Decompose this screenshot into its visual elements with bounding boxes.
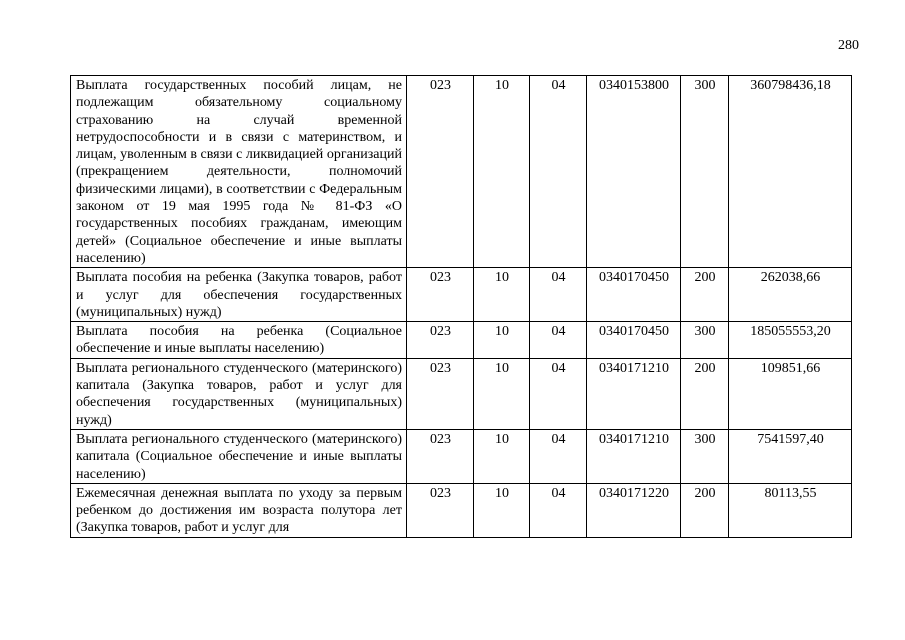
amount: 185055553,20	[729, 322, 852, 359]
table-row	[71, 358, 852, 429]
expense-type-code: 200	[681, 483, 729, 537]
ministry-code: 023	[407, 268, 474, 322]
row-description: Выплата пособия на ребенка (Закупка товаров, работ и услуг для обеспечения государственных (муниципальных) нужд)	[71, 268, 407, 322]
subsection-code: 04	[530, 483, 587, 537]
expense-type-code: 200	[681, 358, 729, 429]
expense-type-code: 200	[681, 268, 729, 322]
table-row	[71, 483, 852, 537]
target-article-code: 0340171220	[587, 483, 681, 537]
target-article-code: 0340170450	[587, 322, 681, 359]
table-row	[71, 429, 852, 483]
subsection-code: 04	[530, 76, 587, 268]
row-description: Выплата государственных пособий лицам, не подлежащим обязательному социальному страхованию на случай временной нетрудоспособности и в связи с материнством, и лицам, уволенным в связи с ликвидацией организаций (прекращением деятельности, полномочий физическими лицами), в соответствии с Федеральным законом от 19 мая 1995 года № 81-ФЗ «О государственных пособиях гражданам, имеющим детей» (Социальное обеспечение и иные выплаты населению)	[71, 76, 407, 268]
section-code: 10	[474, 483, 530, 537]
section-code: 10	[474, 429, 530, 483]
amount: 109851,66	[729, 358, 852, 429]
ministry-code: 023	[407, 322, 474, 359]
section-code: 10	[474, 358, 530, 429]
section-code: 10	[474, 76, 530, 268]
target-article-code: 0340171210	[587, 429, 681, 483]
row-description: Ежемесячная денежная выплата по уходу за первым ребенком до достижения им возраста полутора лет (Закупка товаров, работ и услуг для	[71, 483, 407, 537]
row-description: Выплата регионального студенческого (материнского) капитала (Закупка товаров, работ и услуг для обеспечения государственных (муниципальных) нужд)	[71, 358, 407, 429]
expense-type-code: 300	[681, 322, 729, 359]
table-row	[71, 322, 852, 359]
table-row	[71, 76, 852, 268]
page-number: 280	[838, 38, 859, 53]
subsection-code: 04	[530, 322, 587, 359]
subsection-code: 04	[530, 268, 587, 322]
target-article-code: 0340153800	[587, 76, 681, 268]
table-row	[71, 268, 852, 322]
ministry-code: 023	[407, 76, 474, 268]
amount: 7541597,40	[729, 429, 852, 483]
amount: 262038,66	[729, 268, 852, 322]
ministry-code: 023	[407, 358, 474, 429]
subsection-code: 04	[530, 358, 587, 429]
section-code: 10	[474, 268, 530, 322]
target-article-code: 0340170450	[587, 268, 681, 322]
target-article-code: 0340171210	[587, 358, 681, 429]
row-description: Выплата пособия на ребенка (Социальное обеспечение и иные выплаты населению)	[71, 322, 407, 359]
section-code: 10	[474, 322, 530, 359]
subsection-code: 04	[530, 429, 587, 483]
budget-table	[70, 75, 852, 538]
row-description: Выплата регионального студенческого (материнского) капитала (Социальное обеспечение и иные выплаты населению)	[71, 429, 407, 483]
amount: 80113,55	[729, 483, 852, 537]
amount: 360798436,18	[729, 76, 852, 268]
expense-type-code: 300	[681, 76, 729, 268]
expense-type-code: 300	[681, 429, 729, 483]
ministry-code: 023	[407, 429, 474, 483]
ministry-code: 023	[407, 483, 474, 537]
